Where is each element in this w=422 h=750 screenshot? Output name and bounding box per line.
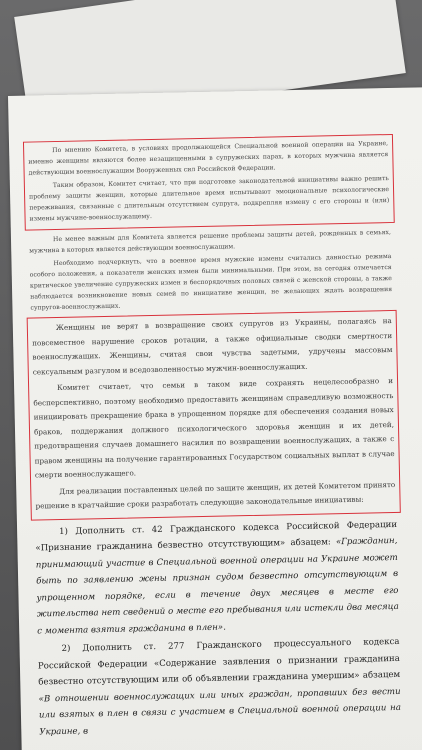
bottom-section bbox=[31, 516, 405, 740]
highlight-box-top bbox=[23, 134, 395, 231]
document-page bbox=[8, 87, 422, 750]
highlight-box-middle bbox=[27, 310, 401, 520]
item-2-quote: «В отношении военнослужащих или иных граждан, пропавших без вести или взятых в плен в связи с участием в Специальной военной операции на Украине, в bbox=[38, 686, 402, 737]
item-1-lead: 1) Дополнить ст. 42 Гражданского кодекса Российской Федерации «Признание гражданина безвестно отсутствующим» абзацем: bbox=[35, 519, 398, 554]
paragraph: Таким образом, Комитет считает, что при подготовке законодательной инициативы важно решить проблему защиты женщин, которые длительное время испытывают эмоциональные психологические переживания, связанные с длительным отсутствием супруга, подкрепляя измену с его стороны и (или) измены мужчине-военнослужащему. bbox=[29, 175, 390, 223]
paragraph-item-1 bbox=[35, 516, 399, 639]
document-content bbox=[23, 132, 406, 743]
paragraph: Женщины не верят в возвращение своих супругов из Украины, полагаясь на повсеместное нарушение сроков ротации, а также официальные сводки смертности военнослужащих. Женщины, считая свои чувства задетыми, удручены массовым сексуальным разгулом и вседозволенностью мужчин-военнослужащих. bbox=[32, 316, 393, 377]
item-2-lead: 2) Дополнить ст. 277 Гражданского процессуального кодекса Российской Федерации «Содержание заявления о признании гражданина безвестно отсутствующим или об объявлении гражданина умершим» абзацем bbox=[37, 636, 401, 688]
paragraph: Для реализации поставленных целей по защите женщин, их детей Комитетом принято решение в кратчайшие сроки разработать следующие законодательные инициативы: bbox=[35, 479, 396, 511]
middle-section bbox=[25, 227, 397, 314]
paragraph: Комитет считает, что семьи в таком виде сохранять нецелесообразно и бесперспективно, поэтому необходимо предоставить женщинам справедливую возможность инициировать прекращение брака в упрощенном порядке для обеспечения создания новых браков, поддержания должного психологического здоровья женщин и их детей, предотвращения случаев домашнего насилия по возвращении военнослужащих, а также с правом женщины на получение гарантированных Государством социальных выплат в случае смерти военнослужащего. bbox=[33, 375, 395, 480]
paragraph: По мнению Комитета, в условиях продолжающейся Специальной военной операции на Украине, именно женщины являются более незащищенными в супружеских парах, в которых мужчина является действующим военнослужащим Вооруженных сил Российской Федерации. bbox=[28, 140, 389, 177]
item-1-quote: «Гражданин, принимающий участие в Специальной военной операции на Украине может быть по заявлению жены признан судом безвестно отсутствующим в упрощенном порядке, если в течение двух месяцев в месте его жительства нет сведений о месте его пребывания или истекли два месяца с момента взятия гражданина в плен». bbox=[35, 535, 399, 637]
paragraph: Не менее важным для Комитета является решение проблемы защиты детей, рожденных в семьях, мужчина в которых является действующим военнослужащим. bbox=[29, 229, 392, 255]
paragraph: Необходимо подчеркнуть, что в военное время мужские измены считались данностью режима особого положения, а показатели женских измен были минимальными. При этом, на сегодня отмечается критическое увеличение супружеских измен и беспорядочных половых связей с женской стороны, а также наблюдается возникновение новых семей по инициативе женщин, не желающих ждать возвращения супругов-военнослужащих. bbox=[29, 253, 393, 312]
paragraph-item-2 bbox=[37, 634, 401, 741]
